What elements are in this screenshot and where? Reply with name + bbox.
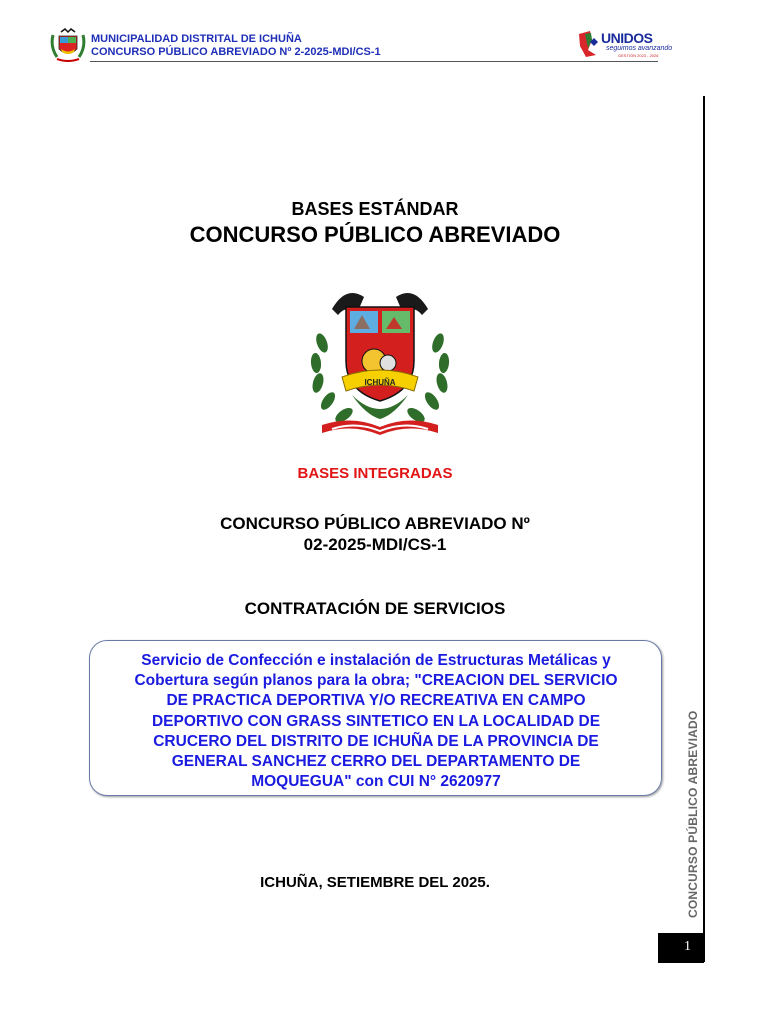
logo-years: GESTIÓN 2023 - 2026 — [618, 53, 659, 58]
description-line: GENERAL SANCHEZ CERRO DEL DEPARTAMENTO DE — [171, 753, 581, 771]
service-description — [92, 651, 660, 792]
contract-type: CONTRATACIÓN DE SERVICIOS — [244, 599, 506, 618]
page-number-box — [658, 933, 704, 963]
process-number-line1: CONCURSO PÚBLICO ABREVIADO Nº — [220, 514, 530, 533]
crest-label: ICHUÑA — [364, 378, 396, 387]
place-and-date: ICHUÑA, SETIEMBRE DEL 2025. — [260, 874, 490, 891]
logo-brand: UNIDOS — [601, 30, 653, 46]
header-divider — [90, 61, 658, 62]
description-line: Cobertura según planos para la obra; "CREACION DEL SERVICIO — [134, 672, 618, 690]
description-line: Servicio de Confección e instalación de Estructuras Metálicas y — [141, 652, 611, 669]
side-label: CONCURSO PÚBLICO ABREVIADO — [686, 710, 700, 918]
logo-tagline: seguimos avanzando — [606, 45, 673, 52]
page-number: 1 — [684, 939, 691, 954]
description-line: CRUCERO DEL DISTRITO DE ICHUÑA DE LA PROVINCIA DE — [153, 732, 599, 750]
bases-integradas-label: BASES INTEGRADAS — [297, 465, 453, 482]
process-number — [0, 513, 750, 555]
side-rule — [703, 96, 705, 962]
description-line: MOQUEGUA" con CUI N° 2620977 — [251, 773, 501, 791]
ichuna-coat-of-arms-icon — [302, 283, 458, 439]
header-municipality: MUNICIPALIDAD DISTRITAL DE ICHUÑA — [91, 33, 302, 45]
title-bases-estandar: BASES ESTÁNDAR — [291, 199, 459, 219]
header-title — [91, 33, 381, 59]
municipal-crest-icon — [49, 27, 87, 63]
title-concurso: CONCURSO PÚBLICO ABREVIADO — [189, 222, 561, 247]
description-line: DEPORTIVO CON GRASS SINTETICO EN LA LOCALIDAD DE — [151, 712, 601, 730]
description-line: DE PRACTICA DEPORTIVA Y/O RECREATIVA EN CAMPO — [166, 692, 586, 710]
process-number-line2: 02-2025-MDI/CS-1 — [303, 535, 447, 554]
header-process: CONCURSO PÚBLICO ABREVIADO Nº 2-2025-MDI/CS-1 — [91, 46, 381, 58]
